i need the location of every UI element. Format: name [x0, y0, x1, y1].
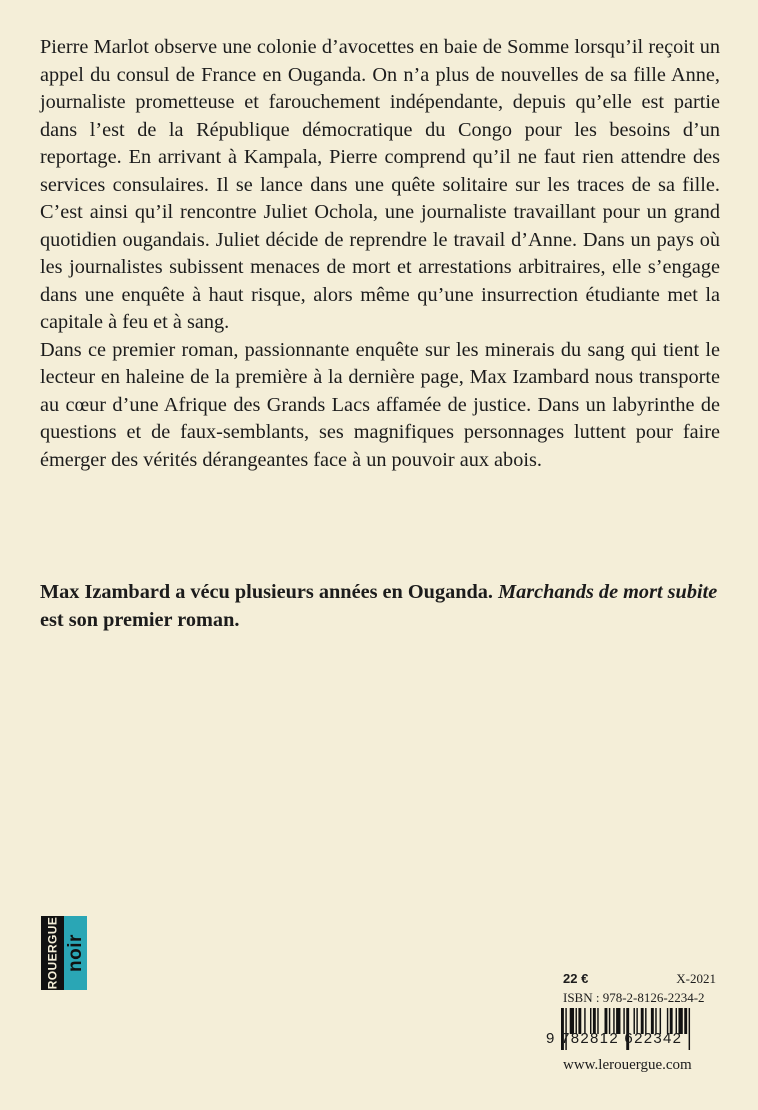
bio-book-title: Marchands de mort subite: [498, 581, 718, 603]
barcode-digits: 9 782812 622342: [546, 1030, 683, 1047]
blurb-paragraph-1: Pierre Marlot observe une colonie d’avocettes en baie de Somme lorsqu’il reçoit un appel du consul de France en Ouganda. On n’a plus de nouvelles de sa fille Anne, journaliste prometteuse et farouchement indépendante, depuis qu’elle est partie dans l’est de la République démocratique du Congo pour les besoins d’un reportage. En arrivant à Kampala, Pierre comprend qu’il ne faut rien attendre des services consulaires. Il se lance dans une quête solitaire sur les traces de sa fille. C’est ainsi qu’il rencontre Juliet Ochola, une journaliste travaillant pour un grand quotidien ougandais. Juliet décide de reprendre le travail d’Anne. Dans un pays où les journalistes subissent menaces de mort et arrestations arbitraires, elle s’engage dans une enquête à haut risque, alors même qu’une insurrection étudiante met la capitale à feu et à sang.: [40, 36, 720, 333]
publisher-website: www.lerouergue.com: [563, 1057, 692, 1073]
logo-line-2: noir: [64, 934, 86, 972]
bio-suffix: est son premier roman.: [40, 608, 240, 631]
logo-line-1: ROUERGUE: [45, 916, 60, 990]
isbn: ISBN : 978-2-8126-2234-2: [563, 990, 705, 1005]
logo-rouergue-band: [41, 916, 64, 990]
edition-code: X-2021: [676, 971, 716, 986]
blurb-paragraph-2: Dans ce premier roman, passionnante enquête sur les minerais du sang qui tient le lecteur en haleine de la première à la dernière page, Max Izambard nous transporte au cœur d’une Afrique des Grands Lacs affamée de justice. Dans un labyrinthe de questions et de faux-semblants, ses magnifiques personnages luttent pour faire émerger des vérités dérangeantes face à un pouvoir aux abois.: [40, 338, 720, 471]
logo-noir-band: [64, 916, 87, 990]
price: 22 €: [563, 971, 589, 986]
publisher-logo: [41, 916, 87, 990]
author-bio: [40, 579, 720, 634]
bio-prefix: Max Izambard a vécu plusieurs années en Ouganda.: [40, 581, 499, 603]
back-cover-blurb: [40, 34, 720, 474]
